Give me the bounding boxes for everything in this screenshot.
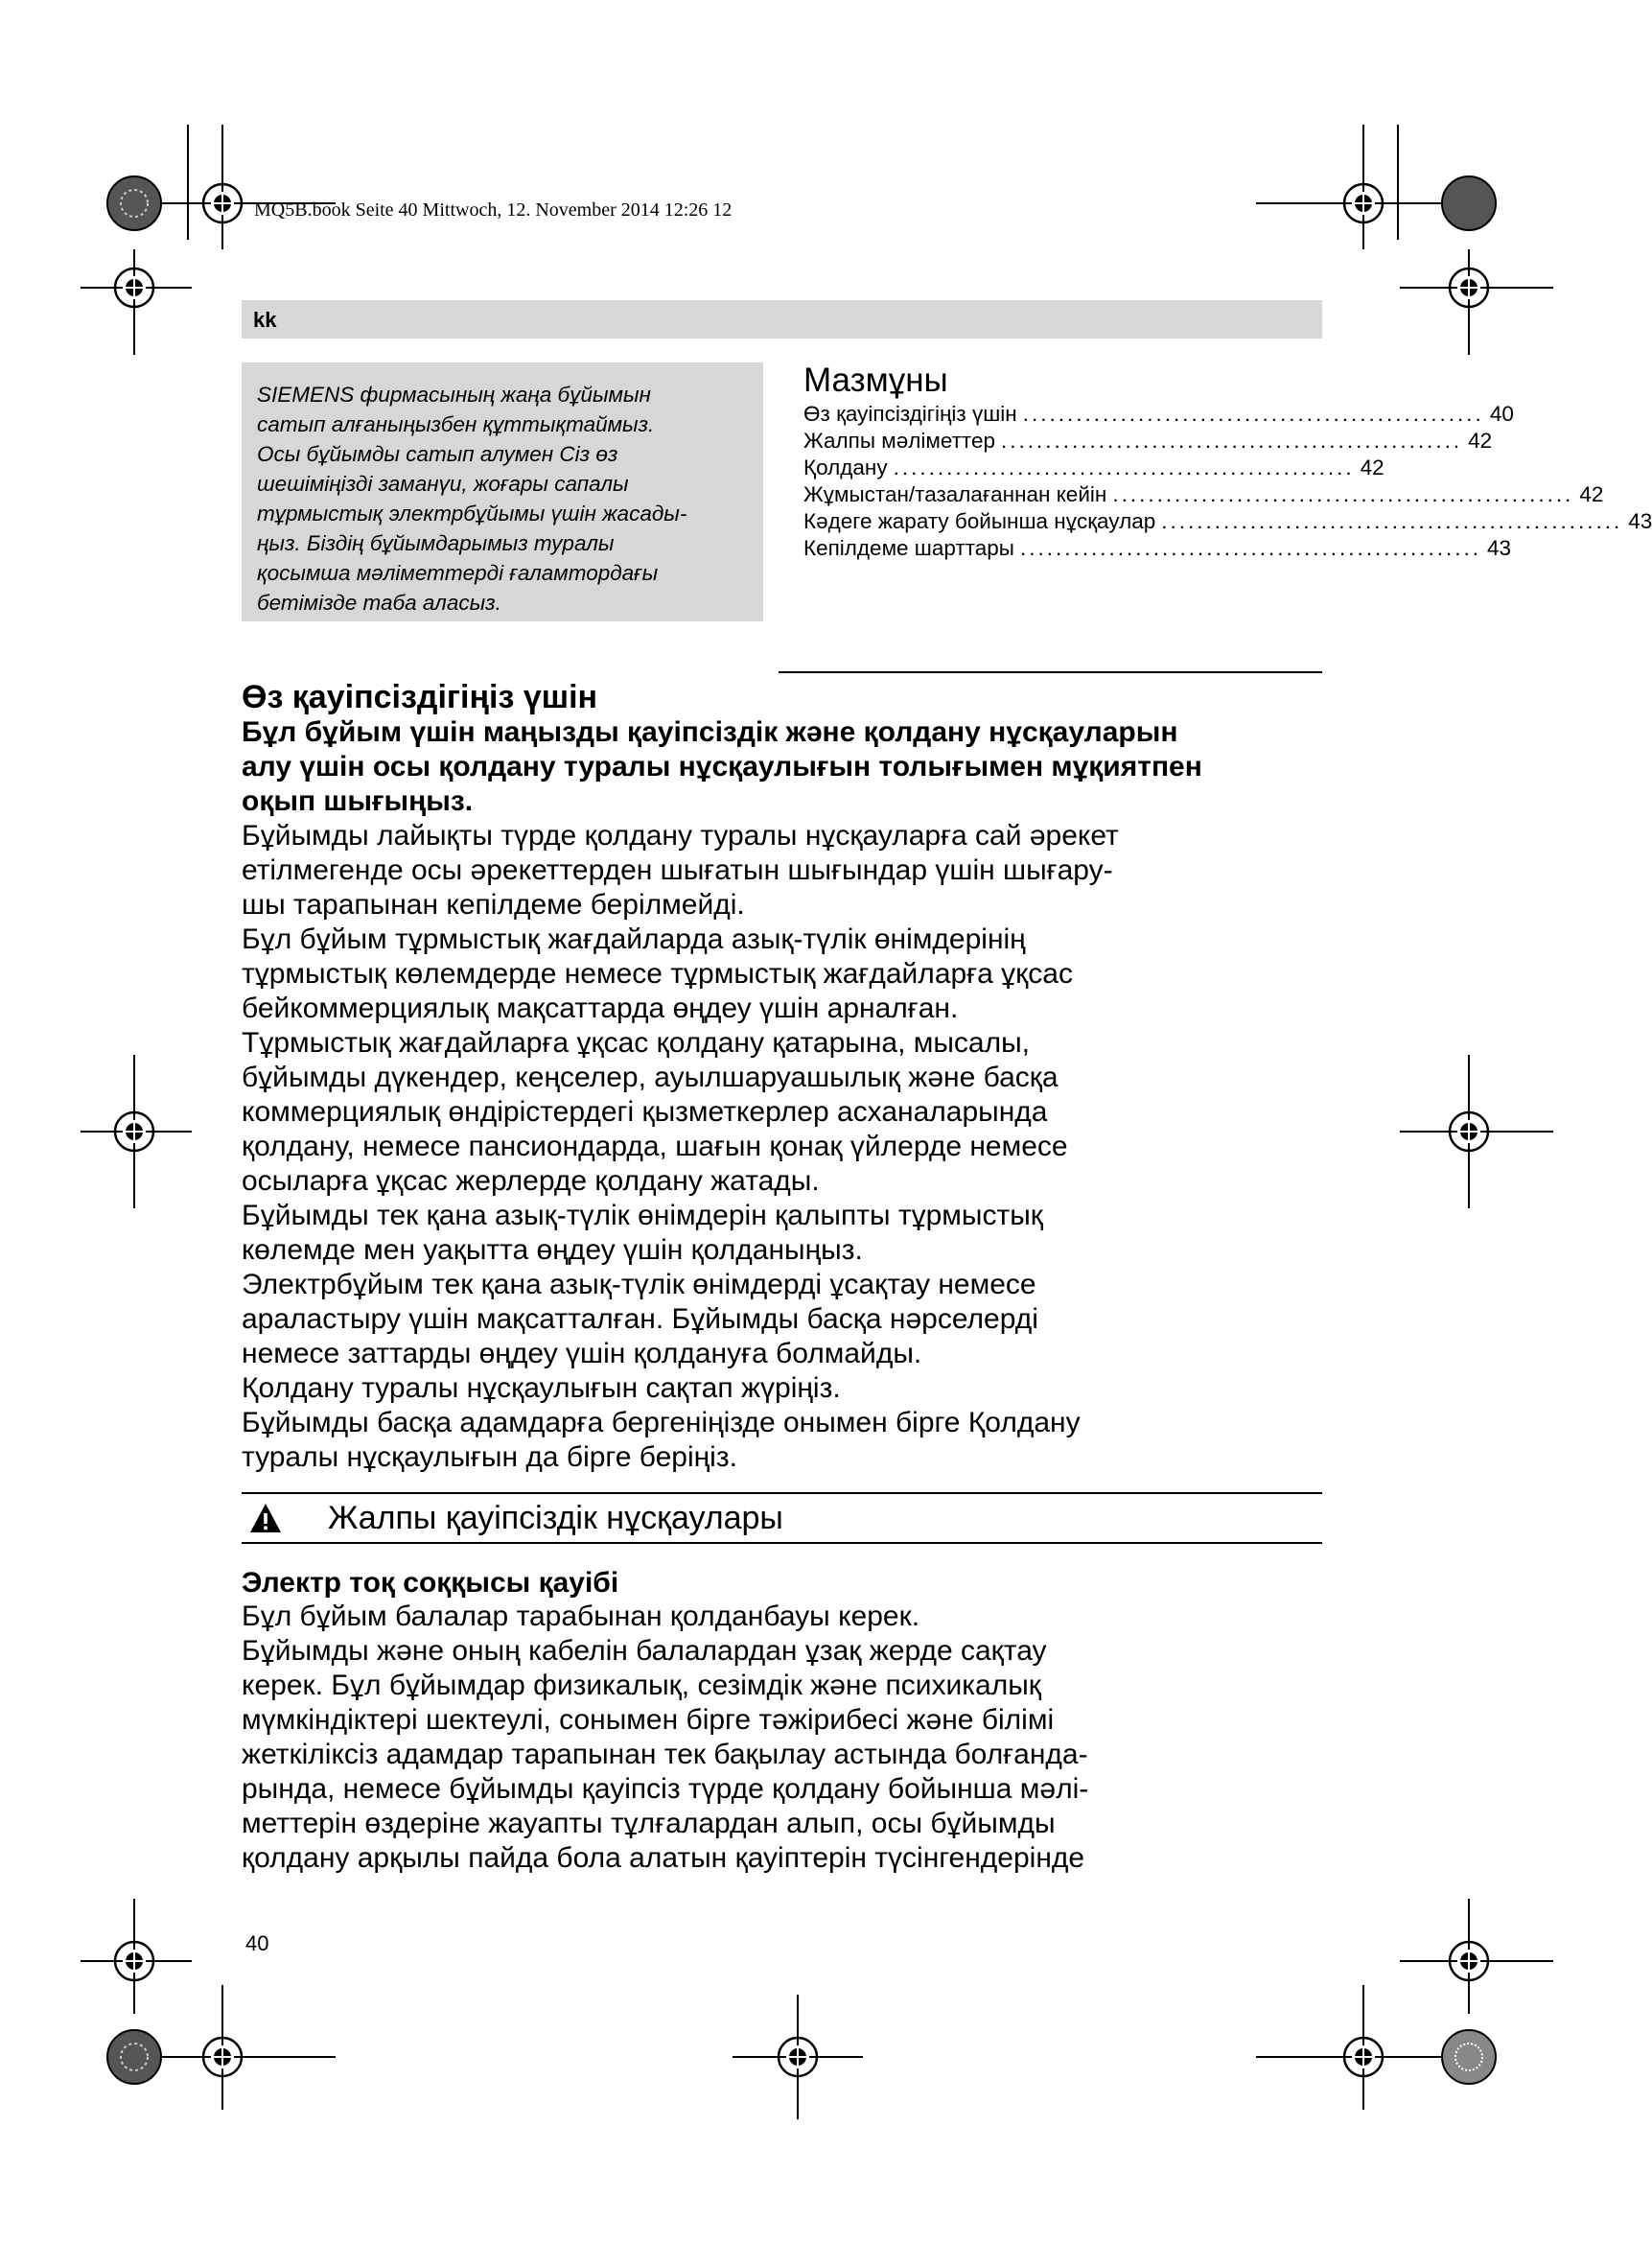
toc-item[interactable] <box>803 535 1512 562</box>
general-safety-header <box>242 1492 1322 1544</box>
toc-item-page: 42 <box>1579 482 1604 506</box>
intro-line: сатып алғаныңызбен құттықтаймыз. <box>257 412 655 436</box>
body-line: Тұрмыстық жағдайларға ұқсас қолдану қатарына, мысалы, <box>242 1027 1031 1059</box>
toc-leader: .................................................... <box>1022 402 1484 426</box>
table-of-contents <box>803 361 1652 562</box>
toc-item-label: Кепілдеме шарттары <box>803 536 1014 560</box>
body-line: шы тарапынан кепілдеме берілмейді. <box>242 889 745 921</box>
toc-item-page: 43 <box>1487 536 1512 560</box>
body-line: керек. Бұл бұйымдар физикалық, сезімдік және психикалық <box>242 1670 1041 1701</box>
body-line: осыларға ұқсас жерлерде қолдану жатады. <box>242 1165 820 1197</box>
body-line: коммерциялық өндірістердегі қызметкерлер асханаларында <box>242 1096 1048 1128</box>
body-line: Бұйымды басқа адамдарға бергеніңізде онымен бірге Қолдану <box>242 1407 1081 1438</box>
body-line: жеткіліксіз адамдар тарапынан тек бақылау астында болғанда- <box>242 1739 1088 1770</box>
toc-item-page: 40 <box>1489 402 1514 426</box>
language-bar <box>242 300 1322 339</box>
body-line: рында, немесе бұйымды қауіпсіз түрде қолдану бойынша мәлі- <box>242 1773 1089 1805</box>
language-code: kk <box>253 308 277 332</box>
intro-line: Осы бұйымды сатып алумен Сіз өз <box>257 442 618 466</box>
toc-item-label: Жалпы мәліметтер <box>803 429 996 453</box>
intro-line: ңыз. Біздің бұйымдарымыз туралы <box>257 531 615 555</box>
toc-item-page: 42 <box>1360 456 1384 479</box>
intro-text <box>257 380 756 618</box>
body-line: Бұйымды тек қана азық-түлік өнімдерін қалыпты тұрмыстық <box>242 1200 1043 1231</box>
toc-leader: .................................................... <box>1112 482 1574 506</box>
intro-line: бетімізде таба аласыз. <box>257 591 501 615</box>
body-line: қолдану, немесе пансиондарда, шағын қонақ үйлерде немесе <box>242 1131 1068 1162</box>
body-line: Бұйымды лайықты түрде қолдану туралы нұсқауларға сай әрекет <box>242 820 1119 852</box>
toc-item[interactable] <box>803 428 1493 455</box>
body-line: Қолдану туралы нұсқаулығын сақтап жүріңіз. <box>242 1372 841 1404</box>
toc-item-label: Кәдеге жарату бойынша нұсқаулар <box>803 509 1156 533</box>
body-line: немесе заттарды өңдеу үшін қолдануға болмайды. <box>242 1338 922 1369</box>
body-line: мүмкіндіктері шектеулі, сонымен бірге тәжірибесі және білімі <box>242 1704 1055 1736</box>
section-divider <box>779 671 1322 673</box>
body-line: етілмегенде осы әрекеттерден шығатын шығындар үшін шығару- <box>242 854 1113 886</box>
warning-icon <box>249 1502 282 1534</box>
toc-item[interactable] <box>803 401 1514 428</box>
warning-title: Жалпы қауіпсіздік нұсқаулары <box>328 1499 783 1536</box>
body-line: араластыру үшін мақсатталған. Бұйымды басқа нәрселерді <box>242 1303 1038 1335</box>
bold-line: оқып шығыңыз. <box>242 785 474 817</box>
toc-item[interactable] <box>803 455 1384 481</box>
toc-item-page: 42 <box>1468 429 1493 453</box>
body-line: көлемде мен уақытта өңдеу үшін қолданыңыз. <box>242 1234 863 1266</box>
body-line: Бұйымды және оның кабелін балалардан ұзақ жерде сақтау <box>242 1635 1047 1667</box>
page-number: 40 <box>245 1931 269 1955</box>
body-line: туралы нұсқаулығын да бірге беріңіз. <box>242 1441 737 1473</box>
toc-item-label: Өз қауіпсіздігіңіз үшін <box>803 402 1017 426</box>
safety-section <box>242 671 1322 1475</box>
warning-title-row <box>242 1494 1322 1542</box>
body-line: Бұл бұйым балалар тарабынан қолданбауы керек. <box>242 1600 920 1632</box>
toc-leader: .................................................... <box>1161 509 1623 533</box>
body-line: тұрмыстық көлемдерде немесе тұрмыстық жағдайларға ұқсас <box>242 958 1073 990</box>
toc-item-page: 43 <box>1628 509 1652 533</box>
bold-line: Бұл бұйым үшін маңызды қауіпсіздік және қолдану нұсқауларын <box>242 716 1178 748</box>
intro-line: шешіміңізді заманүи, жоғары сапалы <box>257 472 629 496</box>
body-line: Бұл бұйым тұрмыстық жағдайларда азық-түлік өнімдерінің <box>242 923 1026 955</box>
toc-leader: .................................................... <box>1001 429 1463 453</box>
body-line: қолдану арқылы пайда бола алатын қауіптерін түсінгендерінде <box>242 1842 1085 1874</box>
section-heading: Өз қауіпсіздігіңіз үшін <box>242 679 598 715</box>
file-header: MQ5B.book Seite 40 Mittwoch, 12. November 2014 12:26 12 <box>254 199 733 221</box>
toc-leader: .................................................... <box>893 456 1355 479</box>
intro-line: қосымша мәліметтерді ғаламтордағы <box>257 561 659 585</box>
bold-line: алу үшін осы қолдану туралы нұсқаулығын толығымен мұқиятпен <box>242 751 1202 783</box>
subsection-title: Электр тоқ соққысы қауібі <box>242 1567 619 1599</box>
toc-item[interactable] <box>803 508 1652 535</box>
body-line: бейкоммерциялық мақсаттарда өңдеу үшін арналған. <box>242 993 959 1024</box>
toc-leader: .................................................... <box>1019 536 1482 560</box>
intro-line: тұрмыстық электрбұйымы үшін жасады- <box>257 502 687 526</box>
electric-shock-section <box>242 1567 1322 1876</box>
body-line: меттерін өздеріне жауапты тұлғалардан алып, осы бұйымды <box>242 1808 1056 1839</box>
toc-item-label: Қолдану <box>803 456 888 479</box>
toc-title: Мазмұны <box>803 362 948 399</box>
body-line: Электрбұйым тек қана азық-түлік өнімдерді ұсақтау немесе <box>242 1269 1036 1300</box>
intro-line: SIEMENS фирмасының жаңа бұйымын <box>257 383 651 407</box>
body-line: бұйымды дүкендер, кеңселер, ауылшаруашылық және басқа <box>242 1062 1059 1093</box>
section-divider <box>242 1542 1322 1544</box>
toc-item-label: Жұмыстан/тазалағаннан кейін <box>803 482 1107 506</box>
intro-box <box>242 362 763 621</box>
toc-item[interactable] <box>803 481 1604 508</box>
